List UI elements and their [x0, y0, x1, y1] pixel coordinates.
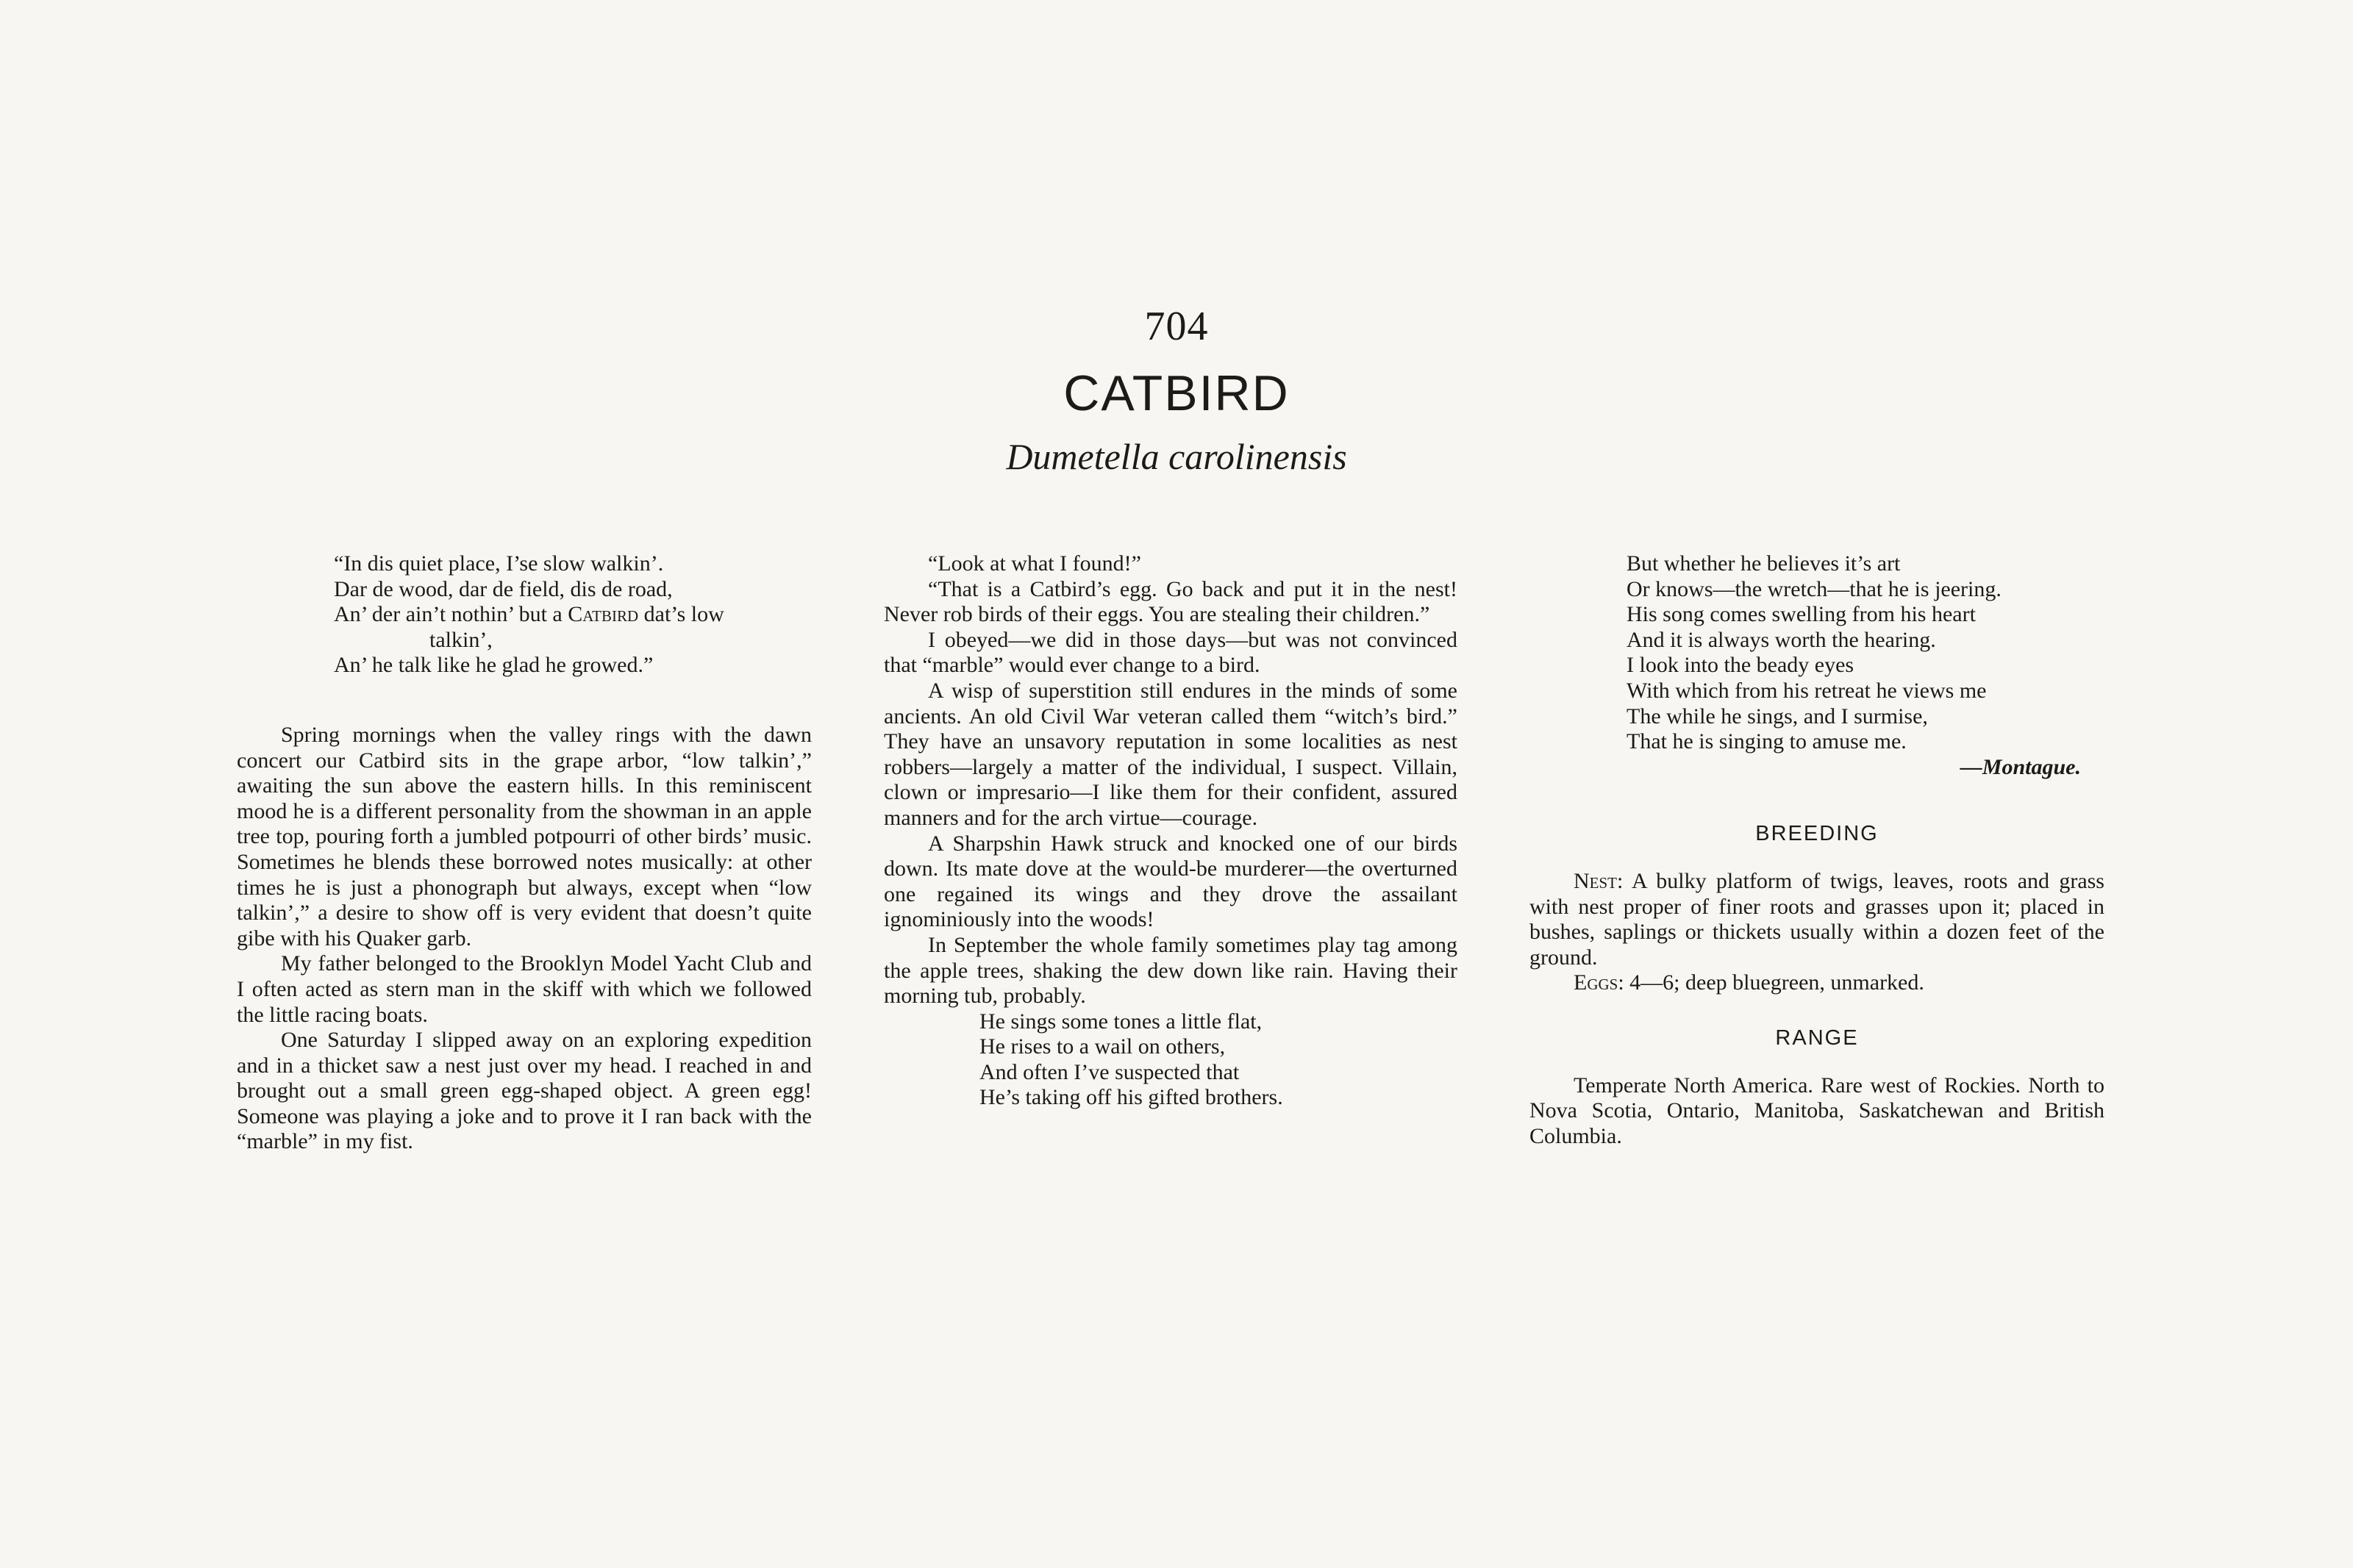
paragraph: “Look at what I found!”	[928, 551, 1141, 576]
range-text: Temperate North America. Rare west of Rockies. North to Nova Scotia, Ontario, Manitoba, Saskatchewan and British Columbia.	[1529, 1073, 2104, 1148]
verse-line: Or knows—the wretch—that he is jeering.	[1627, 576, 2002, 601]
left-column	[237, 551, 812, 1155]
verse-line: Dar de wood, dar de field, dis de road,	[334, 576, 673, 601]
middle-column	[884, 551, 1457, 1111]
paragraph: A Sharpshin Hawk struck and knocked one of our birds down. Its mate dove at the would-be murderer—the overturned one regained its wings and they drove the assailant ignominiously into the woods!	[884, 831, 1457, 932]
verse-line: And it is always worth the hearing.	[1627, 627, 1936, 652]
verse-line: He rises to a wail on others,	[979, 1034, 1226, 1059]
verse-line: “In dis quiet place, I’se slow walkin’.	[334, 551, 664, 576]
paragraph: In September the whole family sometimes play tag among the apple trees, shaking the dew down like rain. Having their morning tub, probably.	[884, 932, 1457, 1009]
catbird-smallcaps: Catbird	[568, 602, 639, 627]
paragraph: “That is a Catbird’s egg. Go back and put it in the nest! Never rob birds of their eggs. You are stealing their children.”	[884, 576, 1457, 627]
verse-line: I look into the beady eyes	[1627, 653, 1854, 678]
right-column	[1529, 551, 2104, 1149]
verse-line	[334, 602, 812, 628]
verse-line: But whether he believes it’s art	[1627, 551, 1901, 576]
paragraph: I obeyed—we did in those days—but was not convinced that “marble” would ever change to a bird.	[884, 627, 1457, 678]
paragraph: A wisp of superstition still endures in the minds of some ancients. An old Civil War veteran called them “witch’s bird.” They have an unsavory reputation in some localities as nest robbers—largely a matter of the individual, I suspect. Villain, clown or impresario—I like them for their confident, assured manners and for the arch virtue—courage.	[884, 678, 1457, 830]
opening-verse	[237, 551, 812, 679]
verse-line: And often I’ve suspected that	[979, 1059, 1240, 1084]
page-number: 704	[1144, 304, 1209, 349]
verse-line: That he is singing to amuse me.	[1627, 729, 1907, 754]
verse-line-suffix: dat’s low	[643, 602, 724, 627]
paragraph: One Saturday I slipped away on an exploring expedition and in a thicket saw a nest just over my head. I reached in and brought out a small green egg-shaped object. A green egg! Someone was playing a joke and to prove it I ran back with the “marble” in my fist.	[237, 1028, 812, 1154]
nest-label: Nest	[1574, 868, 1617, 893]
middle-verse	[884, 1009, 1457, 1111]
eggs-paragraph	[1529, 970, 2104, 996]
breeding-heading: BREEDING	[1755, 822, 1879, 846]
attribution: —Montague.	[1960, 754, 2081, 779]
scientific-name: Dumetella carolinensis	[1006, 436, 1347, 477]
verse-line: talkin’,	[429, 627, 493, 652]
verse-line: The while he sings, and I surmise,	[1627, 704, 1928, 728]
page-title: CATBIRD	[1063, 365, 1290, 421]
verse-line: His song comes swelling from his heart	[1627, 602, 1976, 627]
paragraph: My father belonged to the Brooklyn Model Yacht Club and I often acted as stern man in the skiff with which we followed the little racing boats.	[237, 951, 812, 1027]
nest-text: : A bulky platform of twigs, leaves, roots and grass with nest proper of finer roots and grasses upon it; placed in bushes, saplings or thickets usually within a dozen feet of the ground.	[1529, 868, 2104, 970]
range-heading: RANGE	[1775, 1025, 1859, 1050]
eggs-label: Eggs	[1574, 970, 1618, 995]
right-verse	[1529, 551, 2104, 755]
paragraph: Spring mornings when the valley rings with the dawn concert our Catbird sits in the grape arbor, “low talkin’,” awaiting the sun above the eastern hills. In this reminiscent mood he is a different personality from the showman in an apple tree top, pouring forth a jumbled potpourri of other birds’ music. Sometimes he blends these borrowed notes musically: at other times he is just a phonograph but always, except when “low talkin’,” a desire to show off is very evident that doesn’t quite gibe with his Quaker garb.	[237, 722, 812, 951]
verse-line: He sings some tones a little flat,	[979, 1009, 1263, 1034]
verse-line-prefix: An’ der ain’t nothin’ but a	[334, 602, 563, 627]
verse-line: An’ he talk like he glad he growed.”	[334, 653, 654, 678]
verse-line: He’s taking off his gifted brothers.	[979, 1085, 1283, 1110]
verse-line: With which from his retreat he views me	[1627, 678, 1987, 703]
eggs-text: : 4—6; deep bluegreen, unmarked.	[1618, 970, 1924, 995]
nest-paragraph	[1529, 869, 2104, 970]
